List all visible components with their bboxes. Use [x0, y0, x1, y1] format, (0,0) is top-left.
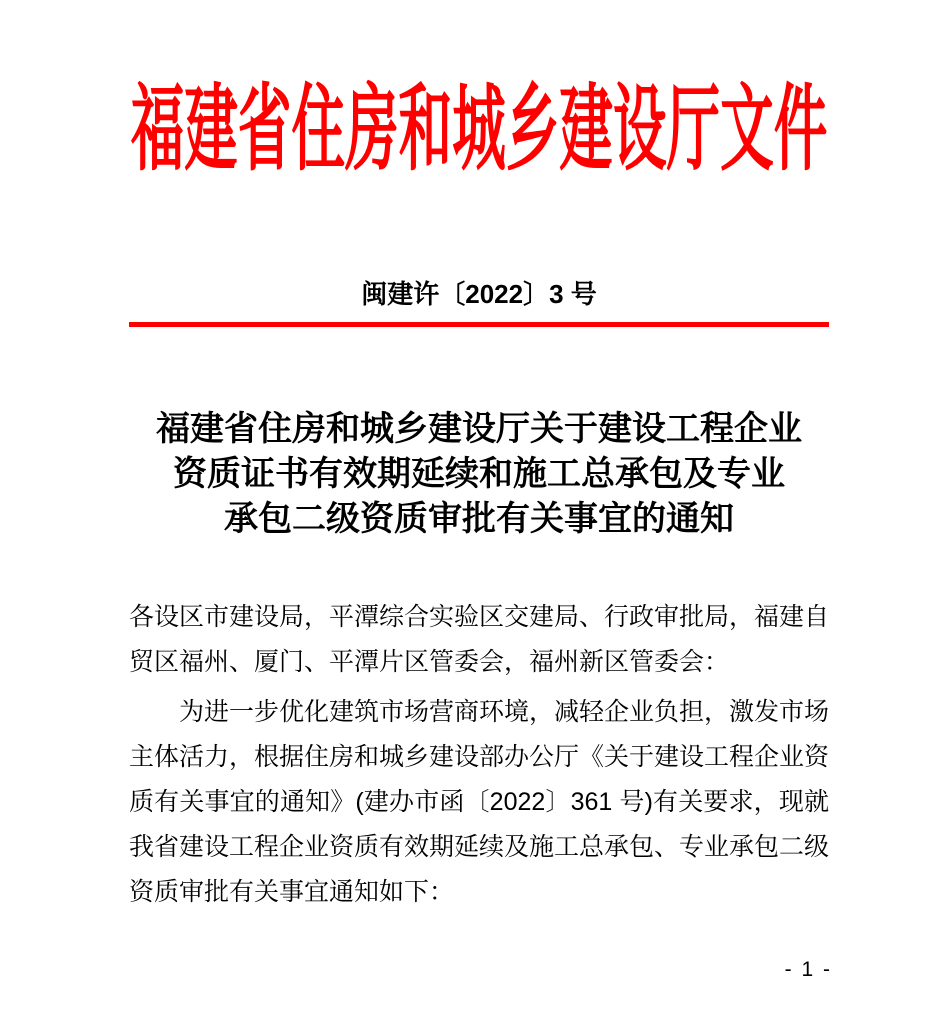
document-number: 闽建许〔2022〕3 号	[361, 279, 597, 309]
page-number: - 1 -	[784, 958, 832, 981]
red-divider-rule	[129, 322, 829, 327]
document-page	[129, 0, 829, 915]
document-title-line-2: 资质证书有效期延续和施工总承包及专业	[173, 455, 785, 493]
letterhead-title: 福建省住房和城乡建设厅文件	[130, 76, 828, 181]
document-title	[129, 407, 829, 542]
letterhead-container	[129, 76, 829, 181]
document-title-line-1: 福建省住房和城乡建设厅关于建设工程企业	[156, 410, 802, 448]
recipients-line: 各设区市建设局，平潭综合实验区交建局、行政审批局，福建自贸区福州、厦门、平潭片区管委会，福州新区管委会：	[129, 603, 830, 676]
body-paragraph: 为进一步优化建筑市场营商环境，减轻企业负担，激发市场主体活力，根据住房和城乡建设部办公厅《关于建设工程企业资质有关事宜的通知》(建办市函〔2022〕361 号)有关要求，现就我省建设工程企业资质有效期延续及施工总承包、专业承包二级资质审批有关事宜通知如下：	[129, 698, 830, 906]
document-title-line-3: 承包二级资质审批有关事宜的通知	[224, 500, 734, 538]
